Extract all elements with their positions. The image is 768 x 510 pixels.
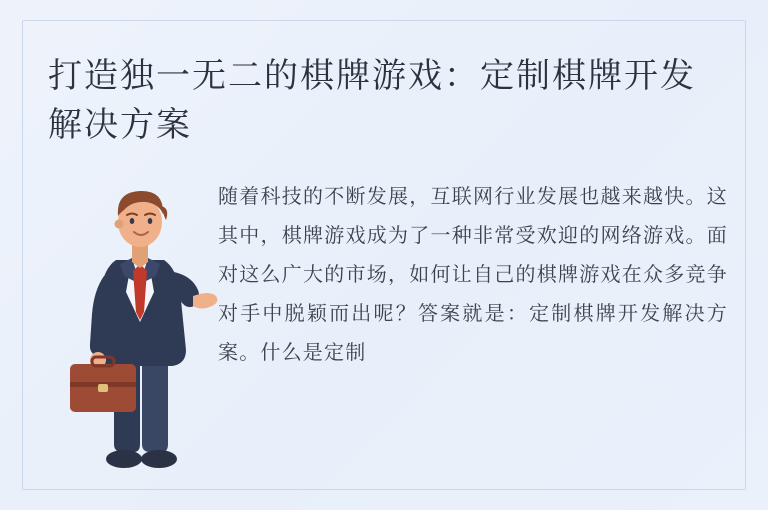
page-title: 打造独一无二的棋牌游戏：定制棋牌开发解决方案 [48, 58, 696, 145]
businessman-with-briefcase-icon [62, 172, 222, 482]
article-body: 随着科技的不断发展，互联网行业发展也越来越快。这其中，棋牌游戏成为了一种非常受欢迎的网络游戏。面对这么广大的市场，如何让自己的棋牌游戏在众多竞争对手中脱颖而出呢？答案就是：定制棋牌开发解决方案。什么是定制 [218, 186, 728, 364]
